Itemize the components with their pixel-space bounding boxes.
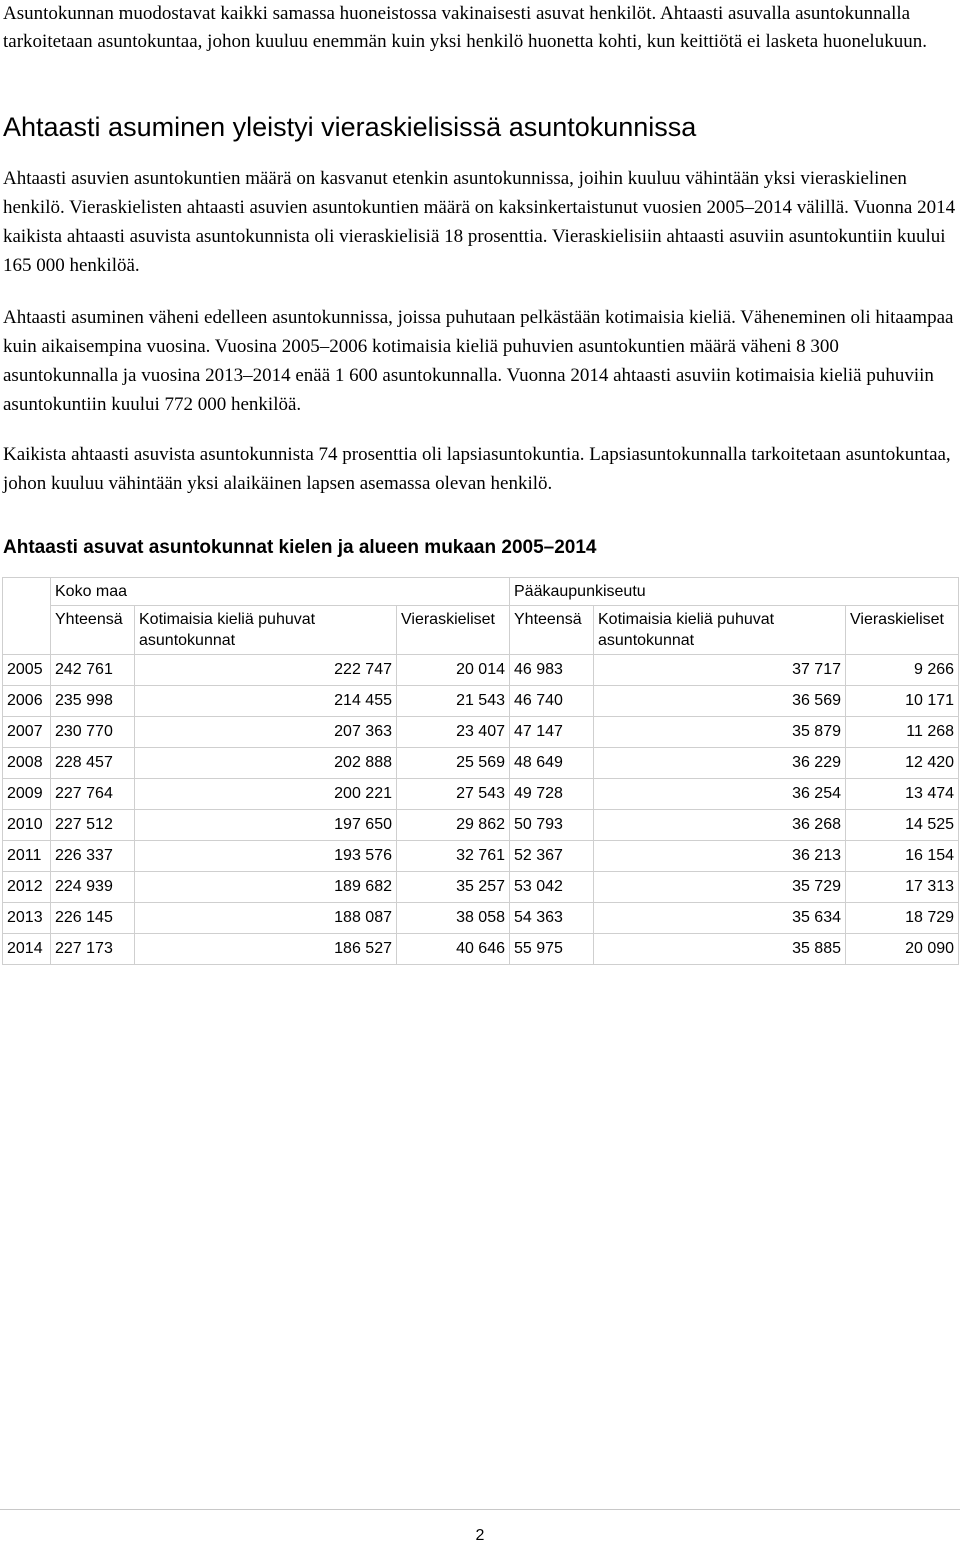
table-cell: 35 634 [594,903,846,934]
table-row [3,934,959,965]
table-cell: 200 221 [135,779,397,810]
table-cell: 52 367 [510,841,594,872]
table-cell: 10 171 [846,686,959,717]
table-cell: 16 154 [846,841,959,872]
table-row [3,810,959,841]
section-heading: Ahtaasti asuminen yleistyi vieraskielisissä asuntokunnissa [3,112,697,142]
table-cell: 227 173 [51,934,135,965]
table-cell: 21 543 [397,686,510,717]
table-cell: 36 229 [594,748,846,779]
table-cell: 36 213 [594,841,846,872]
column-header-domestic-language: Kotimaisia kieliä puhuvat asuntokunnat [594,606,846,655]
table-cell: 29 862 [397,810,510,841]
table-cell: 230 770 [51,717,135,748]
table-cell: 242 761 [51,655,135,686]
table-row [3,779,959,810]
table-row [3,903,959,934]
table-cell: 25 569 [397,748,510,779]
footer-divider [0,1509,960,1510]
table-cell: 188 087 [135,903,397,934]
table-cell: 189 682 [135,872,397,903]
row-year: 2012 [3,872,51,903]
table-cell: 18 729 [846,903,959,934]
table-cell: 235 998 [51,686,135,717]
row-year: 2011 [3,841,51,872]
table-cell: 40 646 [397,934,510,965]
table-cell: 14 525 [846,810,959,841]
table-cell: 23 407 [397,717,510,748]
paragraph-foreign-language: Ahtaasti asuvien asuntokuntien määrä on kasvanut etenkin asuntokunnissa, joihin kuuluu vähintään yksi vieraskielinen henkilö. Vieraskielisten ahtaasti asuvien asuntokuntien määrä on kaksinkertaistunut vuosien 2005–2014 välillä. Vuonna 2014 kaikista ahtaasti asuvista asuntokunnista oli vieraskielisiä 18 prosenttia. Vieraskielisiin ahtaasti asuviin asuntokuntiin kuului 165 000 henkilöä. [3,168,956,276]
column-header-total: Yhteensä [51,606,135,655]
table-cell: 53 042 [510,872,594,903]
row-year: 2007 [3,717,51,748]
row-year: 2014 [3,934,51,965]
table-cell: 202 888 [135,748,397,779]
table-cell: 38 058 [397,903,510,934]
intro-paragraph: Asuntokunnan muodostavat kaikki samassa huoneistossa vakinaisesti asuvat henkilöt. Ahtaasti asuvalla asuntokunnalla tarkoitetaan asuntokuntaa, johon kuuluu enemmän kuin yksi henkilö huonetta kohti, kun keittiötä ei lasketa huonelukuun. [3,3,927,52]
table-cell: 46 983 [510,655,594,686]
table-cell: 47 147 [510,717,594,748]
table-row [3,841,959,872]
table-cell: 36 268 [594,810,846,841]
table-row [3,872,959,903]
year-column-header [3,578,51,655]
column-header-total: Yhteensä [510,606,594,655]
row-year: 2010 [3,810,51,841]
table-cell: 46 740 [510,686,594,717]
table-body [3,655,959,965]
group-header-whole-country: Koko maa [51,578,510,606]
table-cell: 228 457 [51,748,135,779]
table-cell: 54 363 [510,903,594,934]
table-cell: 55 975 [510,934,594,965]
table-row [3,655,959,686]
table-cell: 48 649 [510,748,594,779]
column-header-domestic-language: Kotimaisia kieliä puhuvat asuntokunnat [135,606,397,655]
crowded-households-table [2,577,959,965]
table-group-header-row [3,578,959,606]
table-cell: 27 543 [397,779,510,810]
table-cell: 49 728 [510,779,594,810]
table-cell: 50 793 [510,810,594,841]
table-cell: 20 090 [846,934,959,965]
table-row [3,717,959,748]
group-header-capital-region: Pääkaupunkiseutu [510,578,959,606]
column-header-foreign-language: Vieraskieliset [397,606,510,655]
table-cell: 224 939 [51,872,135,903]
table-cell: 197 650 [135,810,397,841]
table-cell: 9 266 [846,655,959,686]
table-cell: 35 257 [397,872,510,903]
table-cell: 193 576 [135,841,397,872]
table-cell: 32 761 [397,841,510,872]
table-cell: 12 420 [846,748,959,779]
table-cell: 35 729 [594,872,846,903]
row-year: 2005 [3,655,51,686]
row-year: 2006 [3,686,51,717]
row-year: 2013 [3,903,51,934]
table-cell: 20 014 [397,655,510,686]
table-cell: 11 268 [846,717,959,748]
paragraph-child-households: Kaikista ahtaasti asuvista asuntokunnista 74 prosenttia oli lapsiasuntokuntia. Lapsiasuntokunnalla tarkoitetaan asuntokuntaa, johon kuuluu vähintään yksi alaikäinen lapsen asemassa olevan henkilö. [3,444,951,494]
column-header-foreign-language: Vieraskieliset [846,606,959,655]
table-cell: 214 455 [135,686,397,717]
table-cell: 37 717 [594,655,846,686]
table-cell: 227 764 [51,779,135,810]
table-cell: 222 747 [135,655,397,686]
table-cell: 36 569 [594,686,846,717]
table-column-header-row [3,606,959,655]
table-cell: 17 313 [846,872,959,903]
table-cell: 36 254 [594,779,846,810]
table-cell: 227 512 [51,810,135,841]
row-year: 2009 [3,779,51,810]
table-cell: 13 474 [846,779,959,810]
table-cell: 226 337 [51,841,135,872]
table-cell: 226 145 [51,903,135,934]
table-cell: 207 363 [135,717,397,748]
paragraph-domestic-language: Ahtaasti asuminen väheni edelleen asuntokunnissa, joissa puhutaan pelkästään kotimaisia kieliä. Väheneminen oli hitaampaa kuin aikaisempina vuosina. Vuosina 2005–2006 kotimaisia kieliä puhuvien asuntokuntien määrä väheni 8 300 asuntokunnalla ja vuosina 2013–2014 enää 1 600 asuntokunnalla. Vuonna 2014 ahtaasti asuviin kotimaisia kieliä puhuviin asuntokuntiin kuului 772 000 henkilöä. [3,307,954,415]
table-cell: 35 885 [594,934,846,965]
table-title: Ahtaasti asuvat asuntokunnat kielen ja alueen mukaan 2005–2014 [3,537,597,558]
page-number: 2 [475,1527,485,1544]
table-row [3,748,959,779]
table-cell: 35 879 [594,717,846,748]
table-row [3,686,959,717]
row-year: 2008 [3,748,51,779]
table-cell: 186 527 [135,934,397,965]
